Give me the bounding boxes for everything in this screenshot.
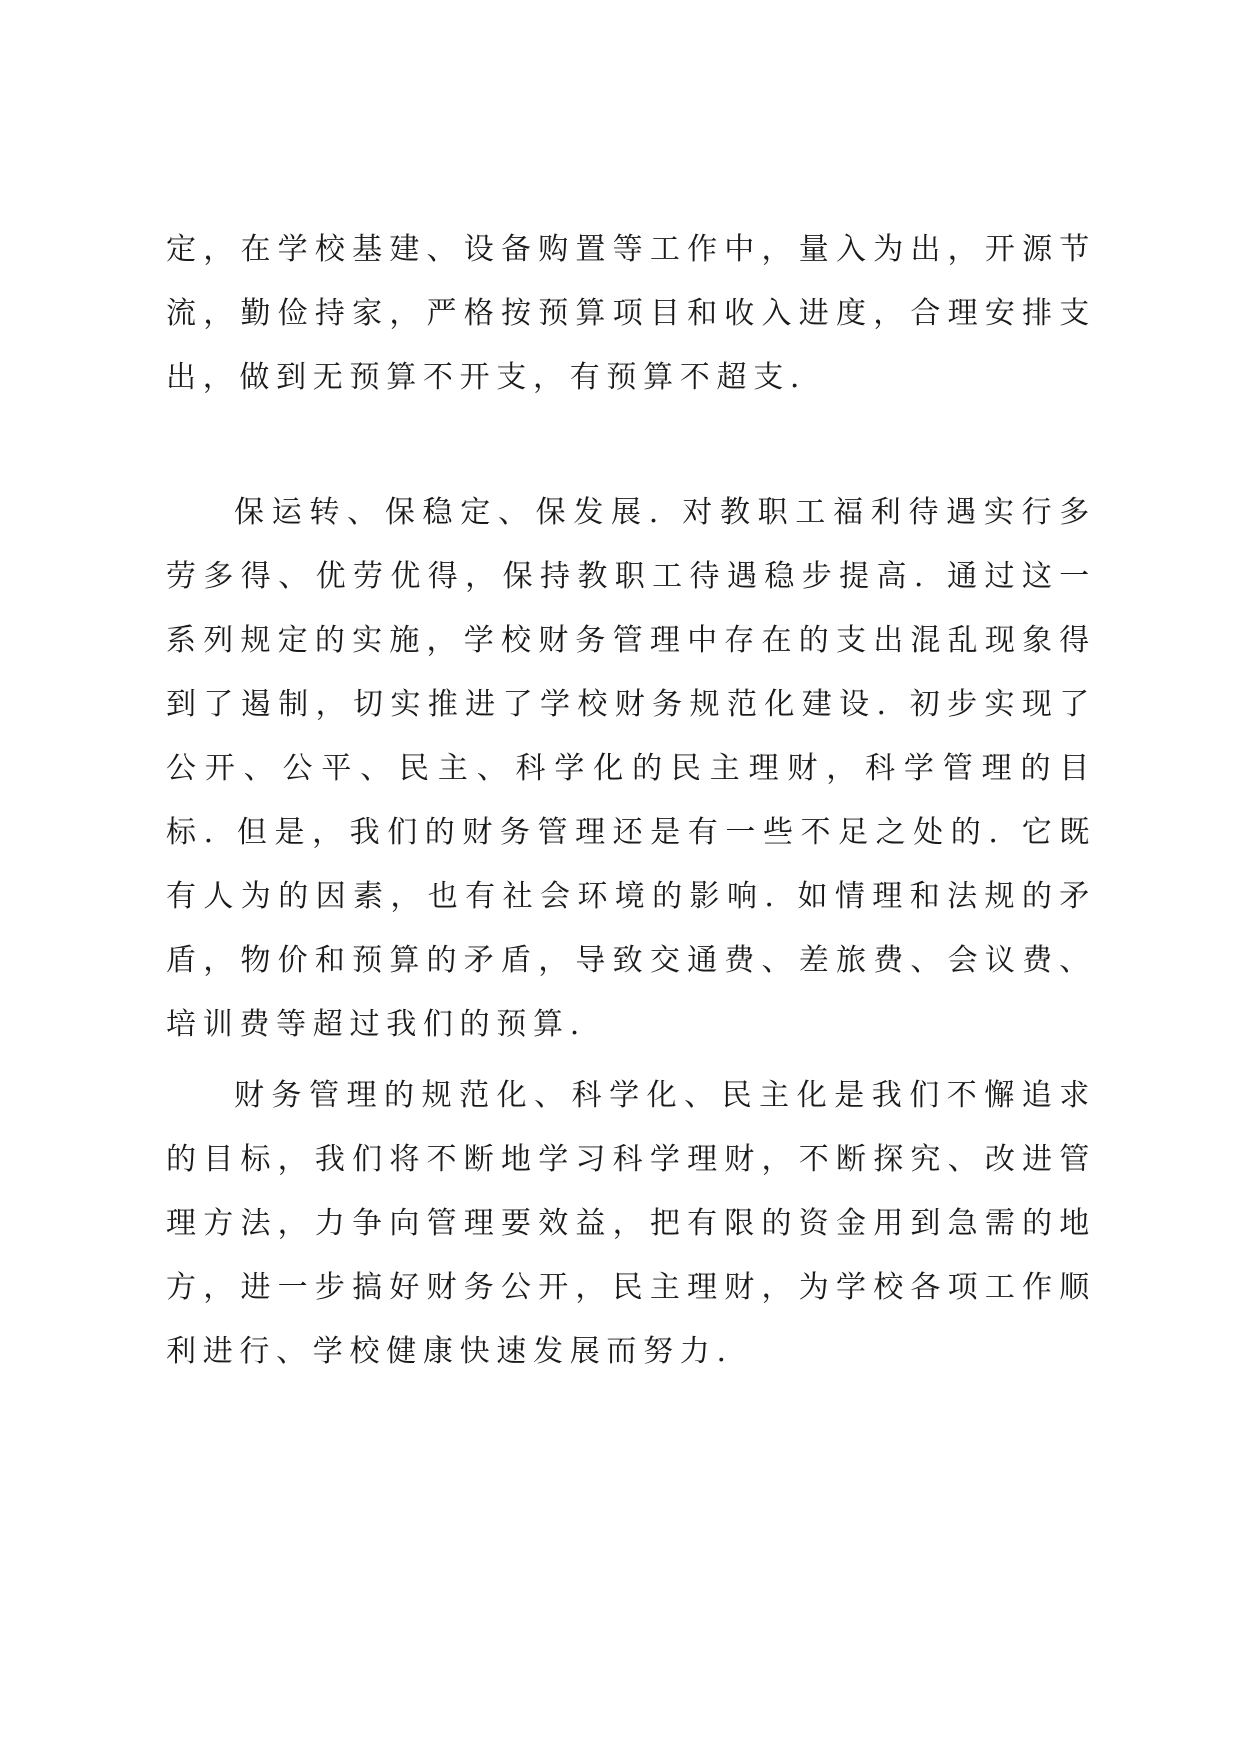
- paragraph-1: 定，在学校基建、设备购置等工作中，量入为出，开源节流，勤俭持家，严格按预算项目和收入进度，合理安排支出，做到无预算不开支，有预算不超支.: [166, 232, 1096, 395]
- paragraph-2: 保运转、保稳定、保发展. 对教职工福利待遇实行多劳多得、优劳优得，保持教职工待遇稳步提高. 通过这一系列规定的实施，学校财务管理中存在的支出混乱现象得到了遏制，切实推进了学校财务规范化建设. 初步实现了公开、公平、民主、科学化的民主理财，科学管理的目标. 但是，我们的财务管理还是有一些不足之处的. 它既有人为的因素，也有社会环境的影响. 如情理和法规的矛盾，物价和预算的矛盾，导致交通费、差旅费、会议费、培训费等超过我们的预算.: [166, 495, 1096, 1042]
- paragraph-3: 财务管理的规范化、科学化、民主化是我们不懈追求的目标，我们将不断地学习科学理财，不断探究、改进管理方法，力争向管理要效益，把有限的资金用到急需的地方，进一步搞好财务公开，民主理财，为学校各项工作顺利进行、学校健康快速发展而努力.: [166, 1078, 1096, 1369]
